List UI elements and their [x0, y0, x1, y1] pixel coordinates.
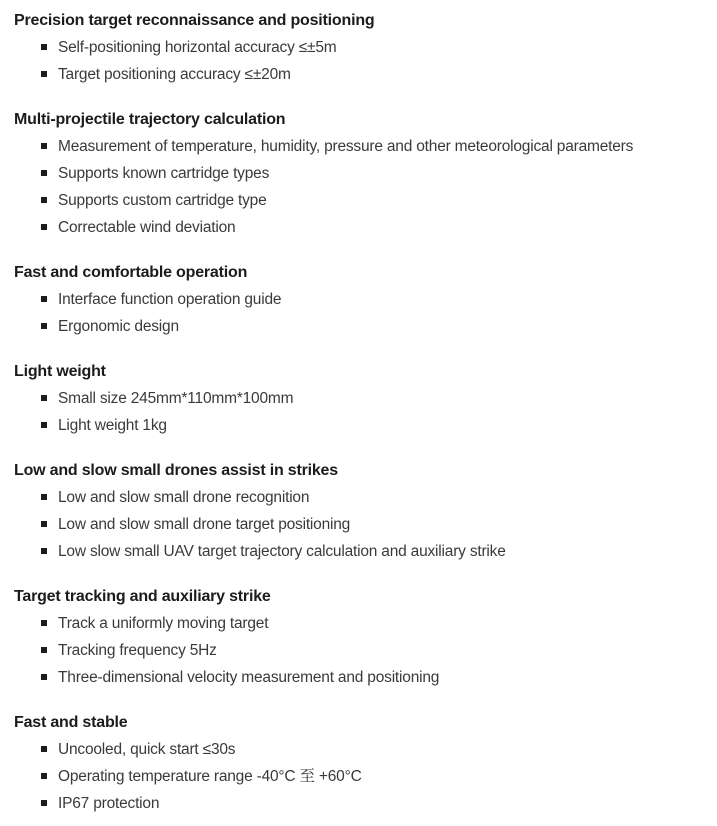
list-item-text: Small size 245mm*110mm*100mm: [58, 390, 294, 407]
bullet-square-icon: [41, 296, 47, 302]
list-item: [41, 736, 707, 763]
list-item-text: Interface function operation guide: [58, 291, 282, 308]
list-item-text: Target positioning accuracy ≤±20m: [58, 66, 291, 83]
section-title: Fast and stable: [14, 714, 128, 731]
bullet-square-icon: [41, 395, 47, 401]
list-item: [41, 286, 707, 313]
bullet-list: [14, 484, 707, 565]
section-title: Fast and comfortable operation: [14, 264, 248, 281]
list-item-text: Correctable wind deviation: [58, 219, 236, 236]
list-item: [41, 538, 707, 565]
list-item-text: Low slow small UAV target trajectory calculation and auxiliary strike: [58, 543, 506, 560]
bullet-square-icon: [41, 647, 47, 653]
list-item-text: IP67 protection: [58, 795, 160, 812]
feature-section: [14, 7, 707, 88]
list-item: [41, 763, 707, 790]
bullet-square-icon: [41, 197, 47, 203]
list-item-text: Supports custom cartridge type: [58, 192, 267, 209]
bullet-square-icon: [41, 674, 47, 680]
feature-section: [14, 709, 707, 817]
bullet-square-icon: [41, 71, 47, 77]
list-item: [41, 664, 707, 691]
bullet-square-icon: [41, 521, 47, 527]
list-item-text: Uncooled, quick start ≤30s: [58, 741, 236, 758]
section-title: Precision target reconnaissance and positioning: [14, 12, 375, 29]
list-item-text: Tracking frequency 5Hz: [58, 642, 217, 659]
bullet-square-icon: [41, 548, 47, 554]
list-item: [41, 637, 707, 664]
list-item: [41, 511, 707, 538]
section-title: Low and slow small drones assist in strikes: [14, 462, 338, 479]
bullet-square-icon: [41, 224, 47, 230]
bullet-list: [14, 133, 707, 241]
bullet-square-icon: [41, 323, 47, 329]
bullet-square-icon: [41, 44, 47, 50]
list-item-text: Ergonomic design: [58, 318, 179, 335]
list-item: [41, 610, 707, 637]
bullet-list: [14, 736, 707, 817]
feature-section: [14, 259, 707, 340]
list-item: [41, 313, 707, 340]
list-item: [41, 34, 707, 61]
feature-section: [14, 583, 707, 691]
list-item-text: Operating temperature range -40°C 至 +60°C: [58, 768, 362, 785]
bullet-square-icon: [41, 800, 47, 806]
list-item-text: Low and slow small drone recognition: [58, 489, 310, 506]
list-item-text: Self-positioning horizontal accuracy ≤±5m: [58, 39, 337, 56]
bullet-square-icon: [41, 494, 47, 500]
list-item: [41, 214, 707, 241]
list-item: [41, 61, 707, 88]
section-title: Light weight: [14, 363, 106, 380]
list-item: [41, 484, 707, 511]
feature-section: [14, 106, 707, 241]
feature-section: [14, 457, 707, 565]
list-item: [41, 412, 707, 439]
list-item: [41, 133, 707, 160]
bullet-list: [14, 610, 707, 691]
section-title: Multi-projectile trajectory calculation: [14, 111, 286, 128]
list-item-text: Supports known cartridge types: [58, 165, 270, 182]
bullet-square-icon: [41, 422, 47, 428]
list-item: [41, 385, 707, 412]
list-item-text: Track a uniformly moving target: [58, 615, 269, 632]
feature-section: [14, 358, 707, 439]
section-title: Target tracking and auxiliary strike: [14, 588, 271, 605]
list-item-text: Measurement of temperature, humidity, pressure and other meteorological parameters: [58, 138, 634, 155]
bullet-square-icon: [41, 746, 47, 752]
bullet-list: [14, 385, 707, 439]
list-item: [41, 187, 707, 214]
bullet-square-icon: [41, 620, 47, 626]
bullet-square-icon: [41, 170, 47, 176]
bullet-list: [14, 286, 707, 340]
bullet-square-icon: [41, 143, 47, 149]
list-item-text: Three-dimensional velocity measurement and positioning: [58, 669, 440, 686]
list-item: [41, 160, 707, 187]
list-item: [41, 790, 707, 817]
list-item-text: Low and slow small drone target positioning: [58, 516, 351, 533]
bullet-square-icon: [41, 773, 47, 779]
list-item-text: Light weight 1kg: [58, 417, 167, 434]
bullet-list: [14, 34, 707, 88]
